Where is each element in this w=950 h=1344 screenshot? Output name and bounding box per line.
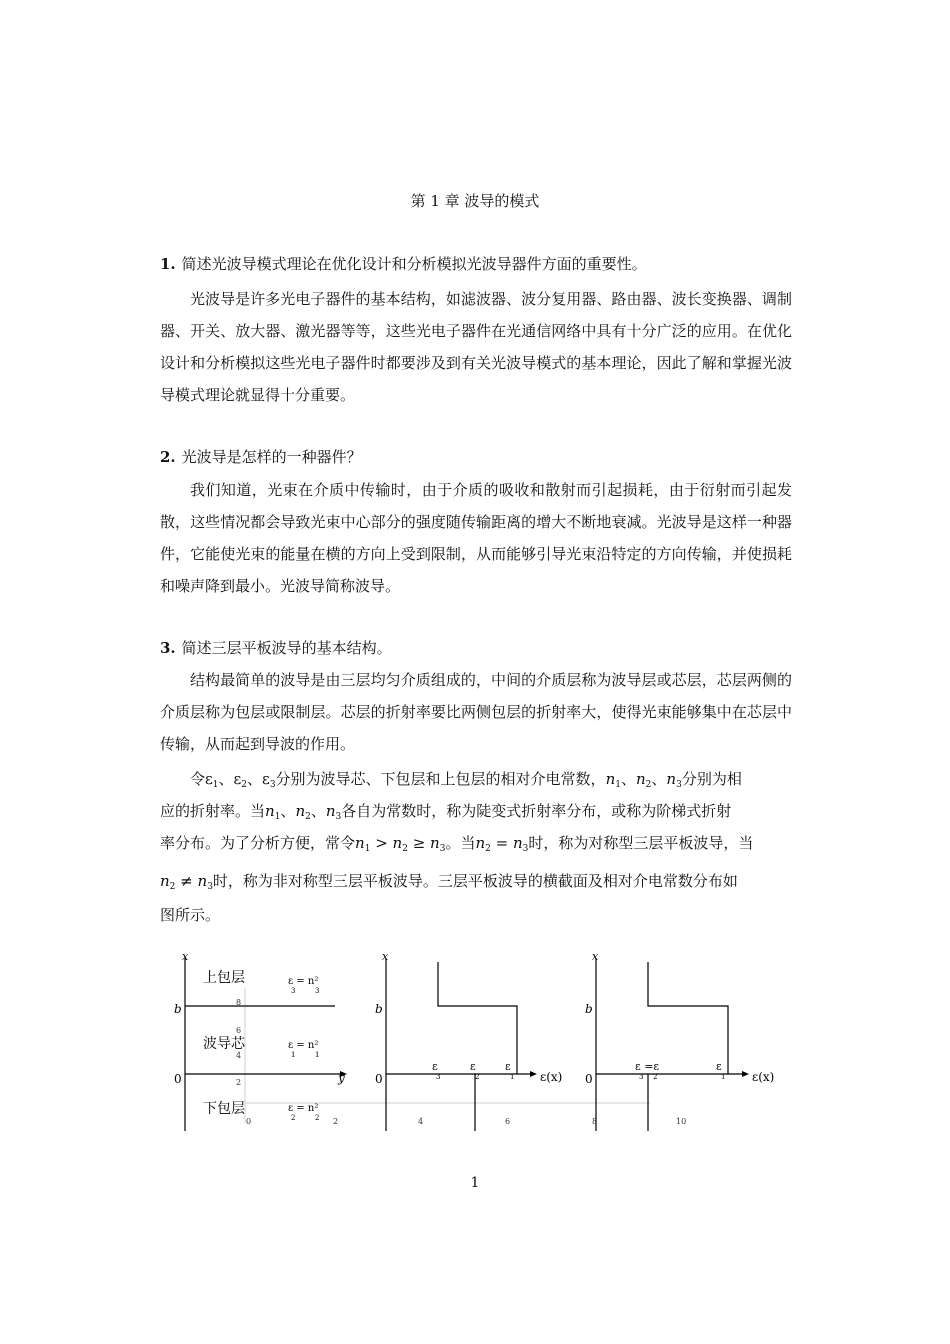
question-2: [160, 446, 362, 467]
question-3: [160, 637, 392, 658]
question-number: 3.: [160, 639, 176, 657]
svg-text:b: b: [174, 1002, 182, 1016]
svg-text:ε = n²: ε = n²: [288, 976, 319, 987]
svg-text:4: 4: [236, 1051, 242, 1060]
svg-text:2: 2: [333, 1117, 339, 1126]
cross-section-diagram: [174, 950, 347, 1131]
svg-text:4: 4: [418, 1117, 424, 1126]
svg-text:8: 8: [236, 998, 242, 1007]
question-1: [160, 253, 647, 274]
waveguide-figure: [150, 948, 810, 1138]
svg-text:8: 8: [592, 1117, 598, 1126]
answer-3: 结构最简单的波导是由三层均匀介质组成的，中间的介质层称为波导层或芯层，芯层两侧的介质层称为包层或限制层。芯层的折射率要比两侧包层的折射率大，使得光束能够集中在芯层中传输，从而起到导波的作用。: [160, 671, 792, 753]
svg-text:b: b: [585, 1002, 593, 1016]
svg-text:2: 2: [653, 1073, 658, 1081]
chapter-title: 第 1 章 波导的模式: [410, 192, 540, 210]
question-number: 1.: [160, 255, 176, 273]
svg-text:10: 10: [676, 1117, 687, 1126]
svg-text:ε: ε: [432, 1060, 438, 1073]
svg-text:2: 2: [291, 1114, 296, 1122]
svg-text:3: 3: [291, 987, 296, 995]
svg-text:3: 3: [639, 1073, 644, 1081]
svg-text:x: x: [182, 950, 189, 963]
question-number: 2.: [160, 448, 176, 466]
core-label: 波导芯: [203, 1036, 245, 1052]
svg-text:2: 2: [315, 1114, 320, 1122]
svg-text:x: x: [592, 950, 599, 963]
svg-text:3: 3: [315, 987, 320, 995]
svg-text:ε =ε: ε =ε: [635, 1060, 660, 1073]
lower-cladding-label: 下包层: [203, 1101, 245, 1117]
svg-text:y: y: [338, 1071, 345, 1085]
svg-text:ε: ε: [470, 1060, 476, 1073]
svg-text:b: b: [375, 1002, 383, 1016]
para4-line3: 率分布。为了分析方便，常令$n_1 > n_2 \ge n_3$。当$n_2 = n_3$时，称为对称型三层平板波导，当: [160, 834, 754, 854]
para4-line2: 应的折射率。当$n_1$、$n_2$、$n_3$各自为常数时，称为陡变式折射率分布，或称为阶梯式折射: [160, 802, 732, 822]
svg-text:1: 1: [510, 1073, 515, 1081]
svg-text:ε = n²: ε = n²: [288, 1103, 319, 1114]
question-text: 光波导是怎样的一种器件？: [181, 448, 362, 466]
page-number: 1: [470, 1175, 480, 1191]
svg-text:ε: ε: [505, 1060, 511, 1073]
asymmetric-profile-diagram: [375, 950, 562, 1131]
symmetric-profile-diagram: [585, 950, 774, 1131]
svg-text:0: 0: [375, 1072, 383, 1086]
svg-text:0: 0: [246, 1117, 252, 1126]
svg-text:6: 6: [505, 1117, 511, 1126]
para4-line5: 图所示。: [160, 906, 221, 924]
svg-text:2: 2: [236, 1078, 242, 1087]
question-text: 简述光波导模式理论在优化设计和分析模拟光波导器件方面的重要性。: [181, 255, 647, 273]
svg-text:ε = n²: ε = n²: [288, 1040, 319, 1051]
svg-text:1: 1: [315, 1051, 320, 1059]
svg-text:2: 2: [475, 1073, 480, 1081]
svg-text:ε(x): ε(x): [540, 1070, 563, 1084]
svg-text:0: 0: [585, 1072, 593, 1086]
answer-2: 我们知道，光束在介质中传输时，由于介质的吸收和散射而引起损耗，由于衍射而引起发散，这些情况都会导致光束中心部分的强度随传输距离的增大不断地衰减。光波导是这样一种器件，它能使光束的能量在横的方向上受到限制，从而能够引导光束沿特定的方向传输，并使损耗和噪声降到最小。光波导简称波导。: [160, 481, 792, 595]
svg-text:0: 0: [174, 1072, 182, 1086]
svg-text:ε(x): ε(x): [752, 1070, 775, 1084]
svg-text:1: 1: [721, 1073, 726, 1081]
svg-text:ε: ε: [716, 1060, 722, 1073]
svg-text:x: x: [382, 950, 389, 963]
svg-text:6: 6: [236, 1026, 242, 1035]
para4-line4: $n_2 \ne n_3$时，称为非对称型三层平板波导。三层平板波导的横截面及相对介电常数分布如: [160, 872, 738, 892]
answer-1: 光波导是许多光电子器件的基本结构，如滤波器、波分复用器、路由器、波长变换器、调制器、开关、放大器、激光器等等，这些光电子器件在光通信网络中具有十分广泛的应用。在优化设计和分析模拟这些光电子器件时都要涉及到有关光波导模式的基本理论，因此了解和掌握光波导模式理论就显得十分重要。: [160, 290, 792, 404]
svg-text:1: 1: [291, 1051, 296, 1059]
para4-line1: 令$\varepsilon_1$、$\varepsilon_2$、$\varepsilon_3$分别为波导芯、下包层和上包层的相对介电常数，$n_1$、$n_2$、$n_3$分别为相: [190, 770, 742, 790]
question-text: 简述三层平板波导的基本结构。: [181, 639, 392, 657]
upper-cladding-label: 上包层: [203, 970, 245, 986]
svg-text:3: 3: [436, 1073, 441, 1081]
